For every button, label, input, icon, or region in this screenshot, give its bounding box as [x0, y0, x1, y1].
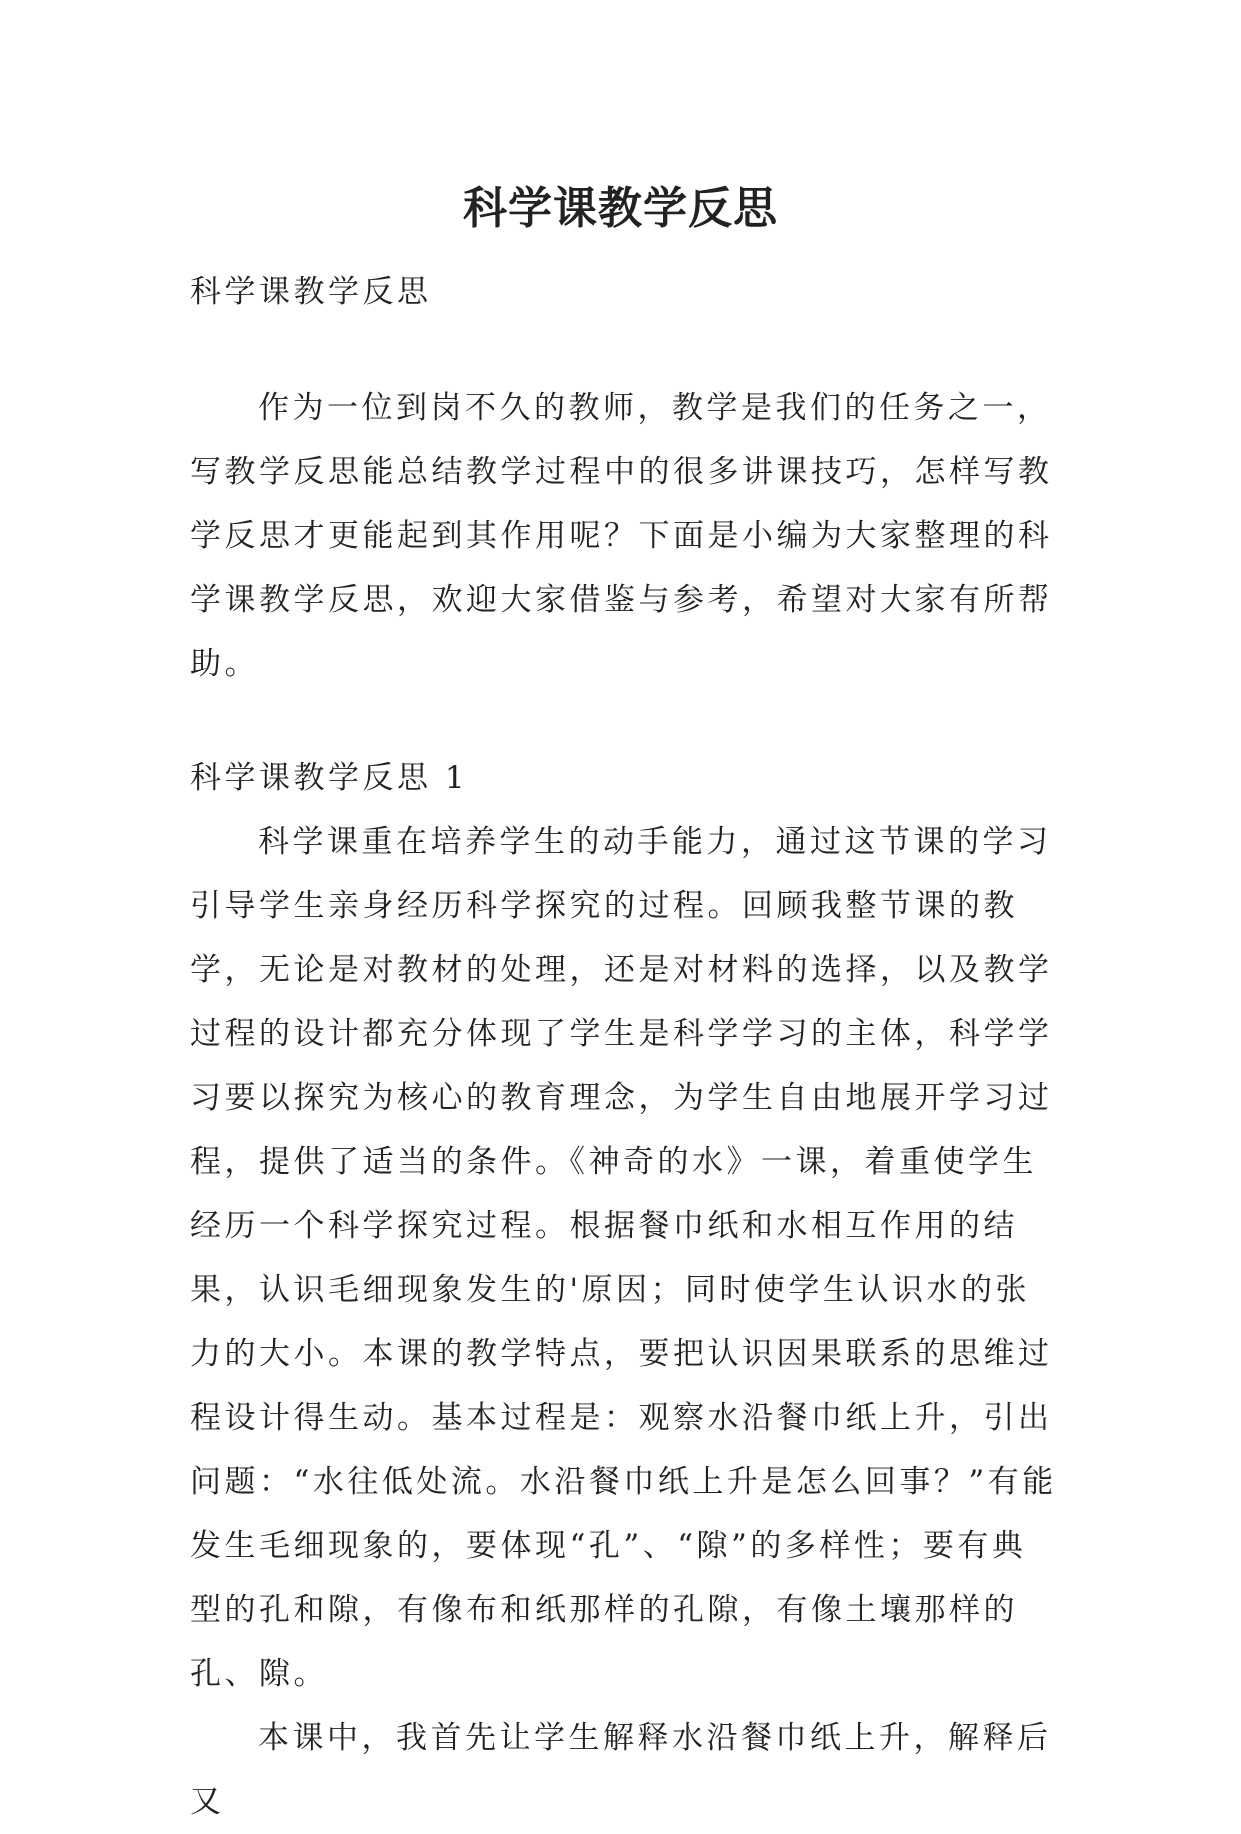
document-title: 科学课教学反思 — [463, 183, 778, 235]
intro-paragraph: 作为一位到岗不久的教师，教学是我们的任务之一，写教学反思能总结教学过程中的很多讲课技巧，怎样写教学反思才更能起到其作用呢？下面是小编为大家整理的科学课教学反思，欢迎大家借鉴与参考，希望对大家有所帮助。 — [190, 390, 1053, 682]
document-body — [190, 260, 1060, 1834]
section-heading: 科学课教学反思 1 — [190, 760, 469, 796]
body-paragraph: 本课中，我首先让学生解释水沿餐巾纸上升，解释后又 — [190, 1720, 1052, 1820]
body-paragraph: 科学课重在培养学生的动手能力，通过这节课的学习引导学生亲身经历科学探究的过程。回顾我整节课的教学，无论是对教材的处理，还是对材料的选择，以及教学过程的设计都充分体现了学生是科学学习的主体，科学学习要以探究为核心的教育理念，为学生自由地展开学习过程，提供了适当的条件。《神奇的水》一课，着重使学生经历一个科学探究过程。根据餐巾纸和水相互作用的结果，认识毛细现象发生的'原因；同时使学生认识水的张力的大小。本课的教学特点，要把认识因果联系的思维过程设计得生动。基本过程是：观察水沿餐巾纸上升，引出问题：“水往低处流。水沿餐巾纸上升是怎么回事？”有能发生毛细现象的，要体现“孔”、“隙”的多样性；要有典型的孔和隙，有像布和纸那样的孔隙，有像土壤那样的孔、隙。 — [190, 824, 1057, 1692]
document-subtitle: 科学课教学反思 — [190, 274, 432, 310]
